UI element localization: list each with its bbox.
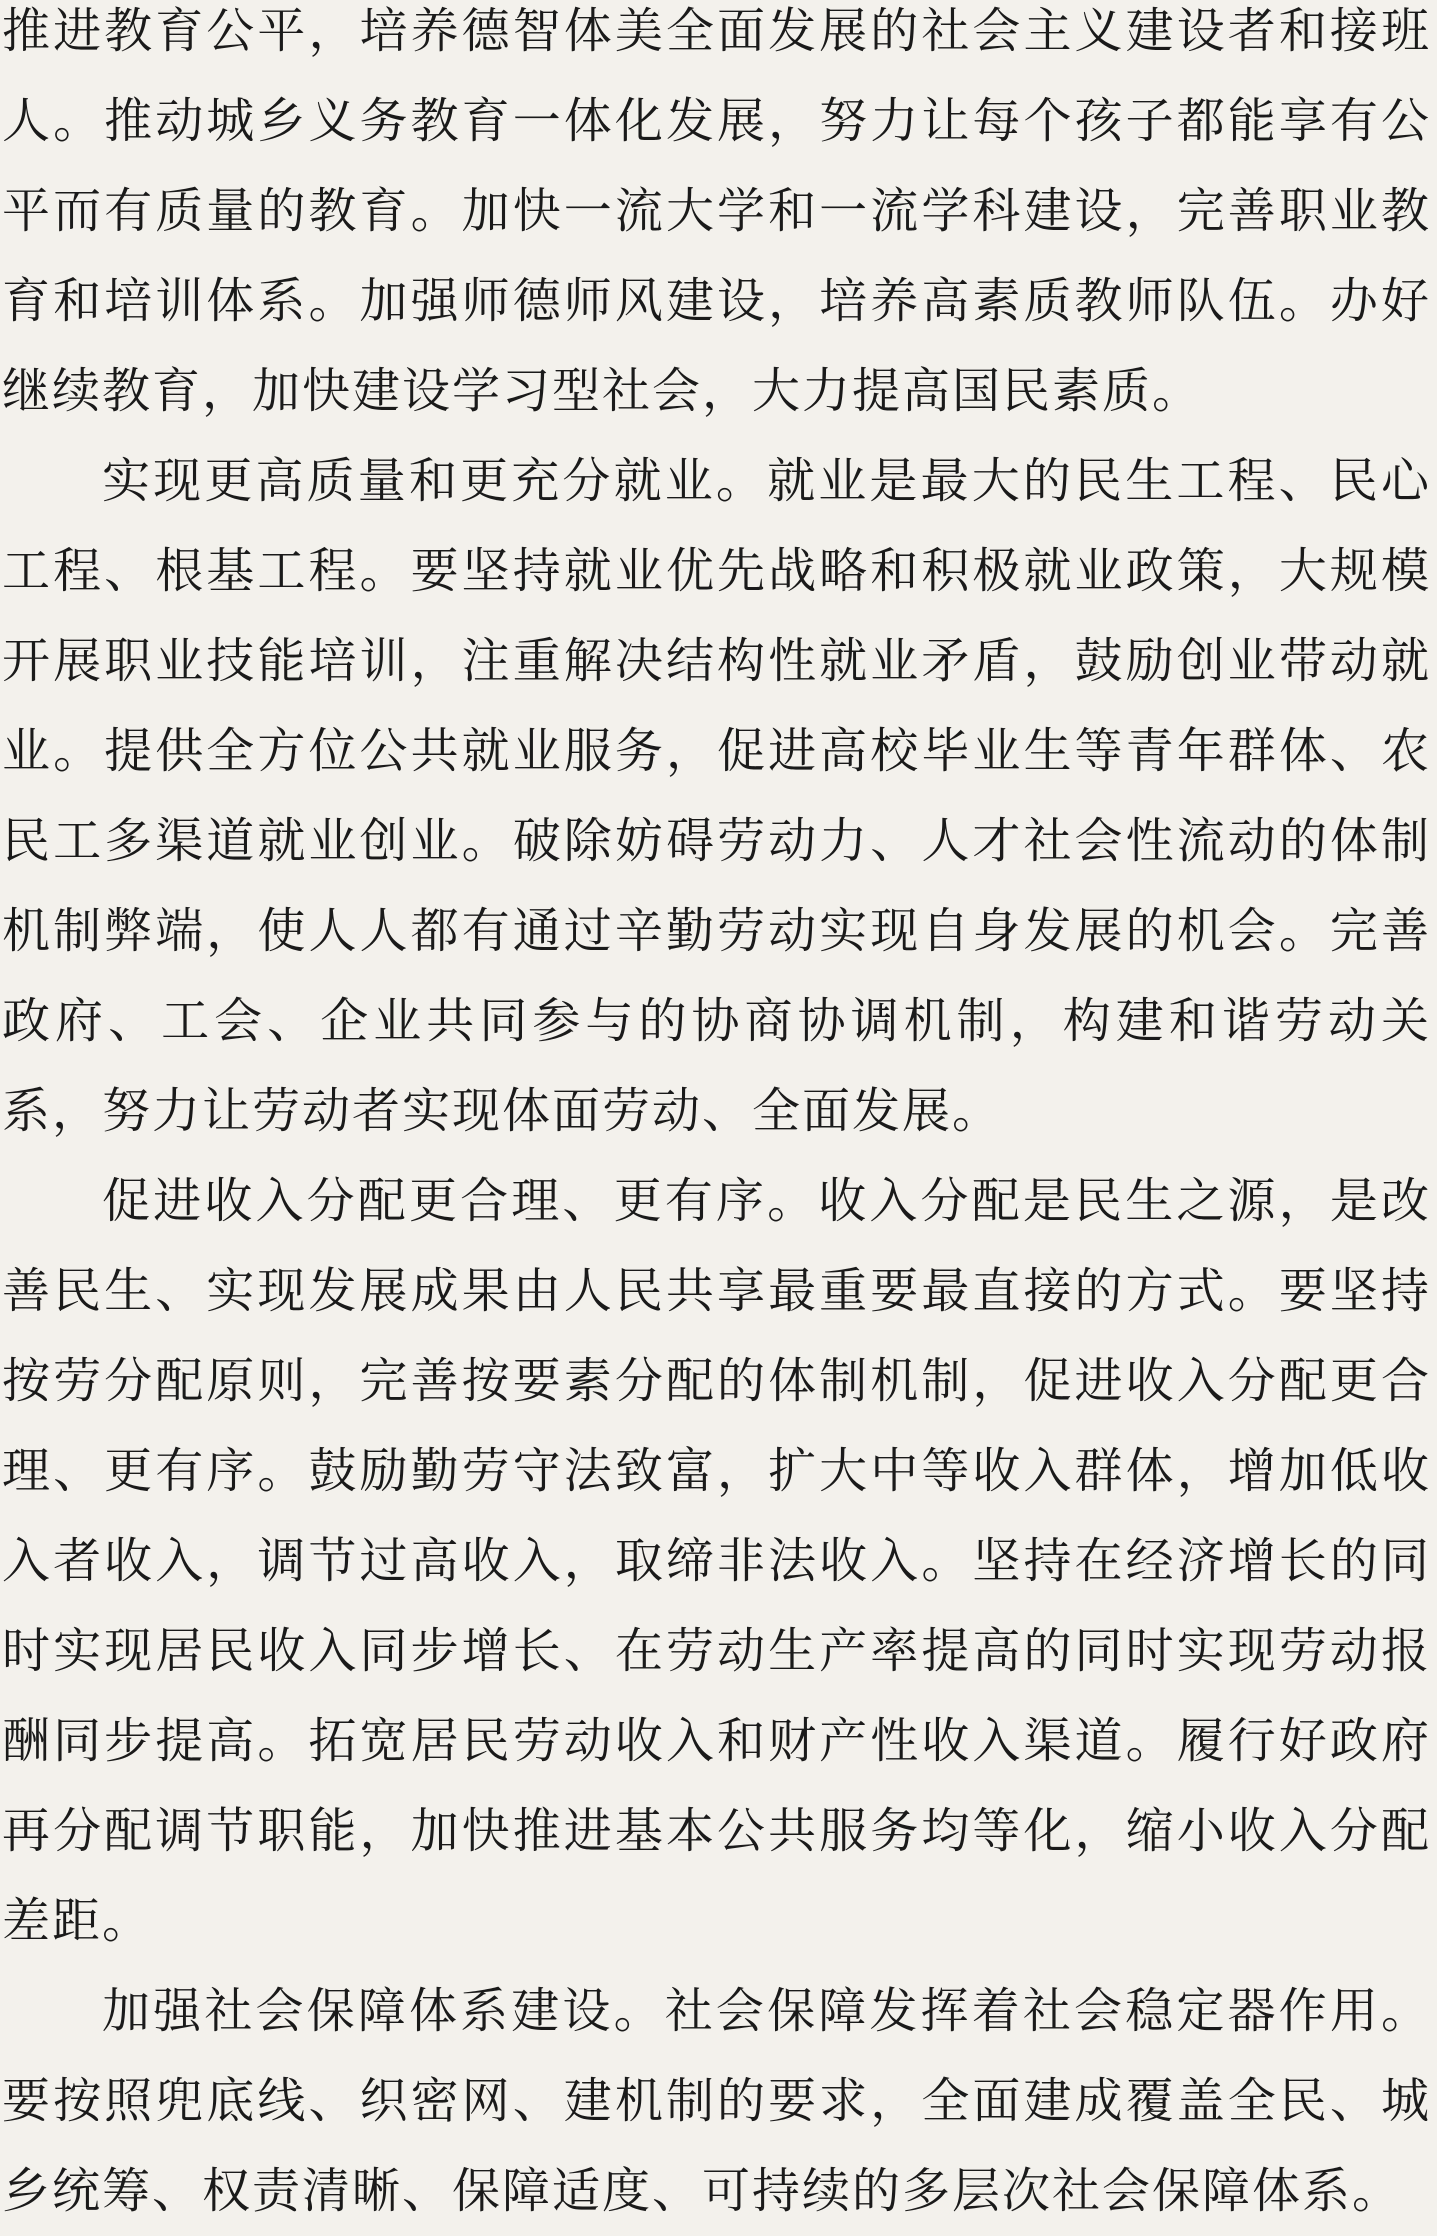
paragraph-income-distribution: 促进收入分配更合理、更有序。收入分配是民生之源，是改善民生、实现发展成果由人民共享最重要最直接的方式。要坚持按劳分配原则，完善按要素分配的体制机制，促进收入分配更合理、更有序。鼓励勤劳守法致富，扩大中等收入群体，增加低收入者收入，调节过高收入，取缔非法收入。坚持在经济增长的同时实现居民收入同步增长、在劳动生产率提高的同时实现劳动报酬同步提高。拓宽居民劳动收入和财产性收入渠道。履行好政府再分配调节职能，加快推进基本公共服务均等化，缩小收入分配差距。 [2,1173,1431,1949]
paragraph-social-security: 加强社会保障体系建设。社会保障发挥着社会稳定器作用。要按照兜底线、织密网、建机制的要求，全面建成覆盖全民、城乡统筹、权责清晰、保障适度、可持续的多层次社会保障体系。 [2,1983,1431,2219]
paragraph-employment: 实现更高质量和更充分就业。就业是最大的民生工程、民心工程、根基工程。要坚持就业优先战略和积极就业政策，大规模开展职业技能培训，注重解决结构性就业矛盾，鼓励创业带动就业。提供全方位公共就业服务，促进高校毕业生等青年群体、农民工多渠道就业创业。破除妨碍劳动力、人才社会性流动的体制机制弊端，使人人都有通过辛勤劳动实现自身发展的机会。完善政府、工会、企业共同参与的协商协调机制，构建和谐劳动关系，努力让劳动者实现体面劳动、全面发展。 [2,453,1431,1139]
paragraph-education: 推进教育公平，培养德智体美全面发展的社会主义建设者和接班人。推动城乡义务教育一体化发展，努力让每个孩子都能享有公平而有质量的教育。加快一流大学和一流学科建设，完善职业教育和培训体系。加强师德师风建设，培养高素质教师队伍。办好继续教育，加快建设学习型社会，大力提高国民素质。 [2,3,1431,419]
